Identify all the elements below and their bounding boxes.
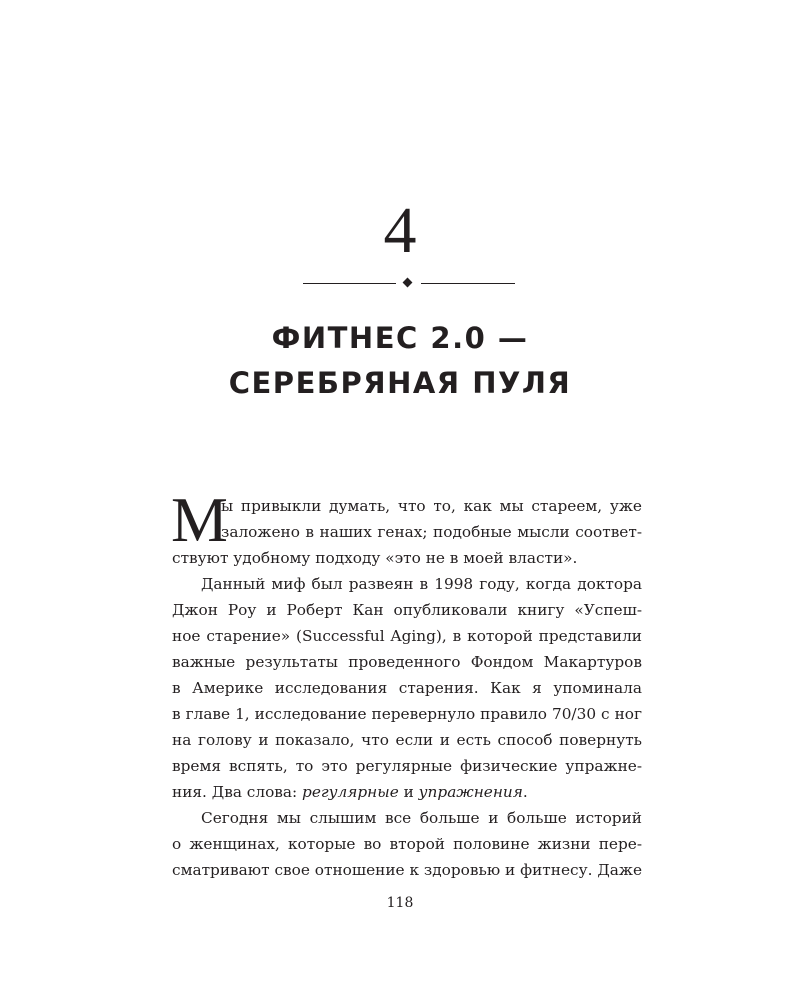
drop-cap: М bbox=[171, 484, 228, 555]
ornament-rule-left bbox=[303, 283, 396, 284]
ornament-diamond-icon bbox=[403, 278, 413, 288]
text-line: ы привыкли думать, что то, как мы стареем, уже bbox=[221, 497, 642, 515]
text-line: в Америке исследования старения. Как я упоминала bbox=[172, 679, 642, 697]
text-segment: ния. Два слова: bbox=[172, 783, 303, 801]
body-text bbox=[171, 484, 642, 883]
chapter-title-line-1: ФИТНЕС 2.0 — bbox=[271, 321, 529, 355]
italic-term: упражнения bbox=[418, 783, 523, 801]
page-number: 118 bbox=[386, 895, 414, 911]
text-line: время вспять, то это регулярные физические упражне- bbox=[172, 757, 642, 775]
text-line: ствуют удобному подходу «это не в моей власти». bbox=[172, 549, 578, 567]
text-line: Сегодня мы слышим все больше и больше историй bbox=[201, 809, 642, 827]
chapter-title-line-2: СЕРЕБРЯНАЯ ПУЛЯ bbox=[228, 366, 572, 400]
text-line: заложено в наших генах; подобные мысли соответ- bbox=[221, 523, 642, 541]
text-line: сматривают свое отношение к здоровью и фитнесу. Даже bbox=[172, 861, 642, 879]
ornament-rule-right bbox=[421, 283, 515, 284]
paragraph-2 bbox=[172, 571, 642, 805]
text-line: в главе 1, исследование перевернуло правило 70/30 с ног bbox=[172, 705, 642, 723]
text-segment: . bbox=[522, 783, 528, 801]
text-line: ное старение» (Successful Aging), в которой представили bbox=[172, 627, 642, 645]
text-line bbox=[172, 779, 642, 805]
text-line: Джон Роу и Роберт Кан опубликовали книгу «Успеш- bbox=[172, 601, 642, 619]
text-line: на голову и показало, что если и есть способ повернуть bbox=[172, 731, 642, 749]
text-line: Данный миф был развеян в 1998 году, когда доктора bbox=[201, 575, 642, 593]
paragraph-3 bbox=[172, 805, 642, 883]
chapter-ornament bbox=[303, 278, 515, 290]
text-line: важные результаты проведенного Фондом Макартуров bbox=[172, 653, 642, 671]
text-segment: и bbox=[398, 783, 419, 801]
chapter-number: 4 bbox=[383, 194, 417, 267]
italic-term: регулярные bbox=[302, 783, 399, 801]
paragraph-1 bbox=[172, 493, 642, 571]
text-line: о женщинах, которые во второй половине жизни пере- bbox=[172, 835, 642, 853]
chapter-title bbox=[0, 316, 800, 406]
